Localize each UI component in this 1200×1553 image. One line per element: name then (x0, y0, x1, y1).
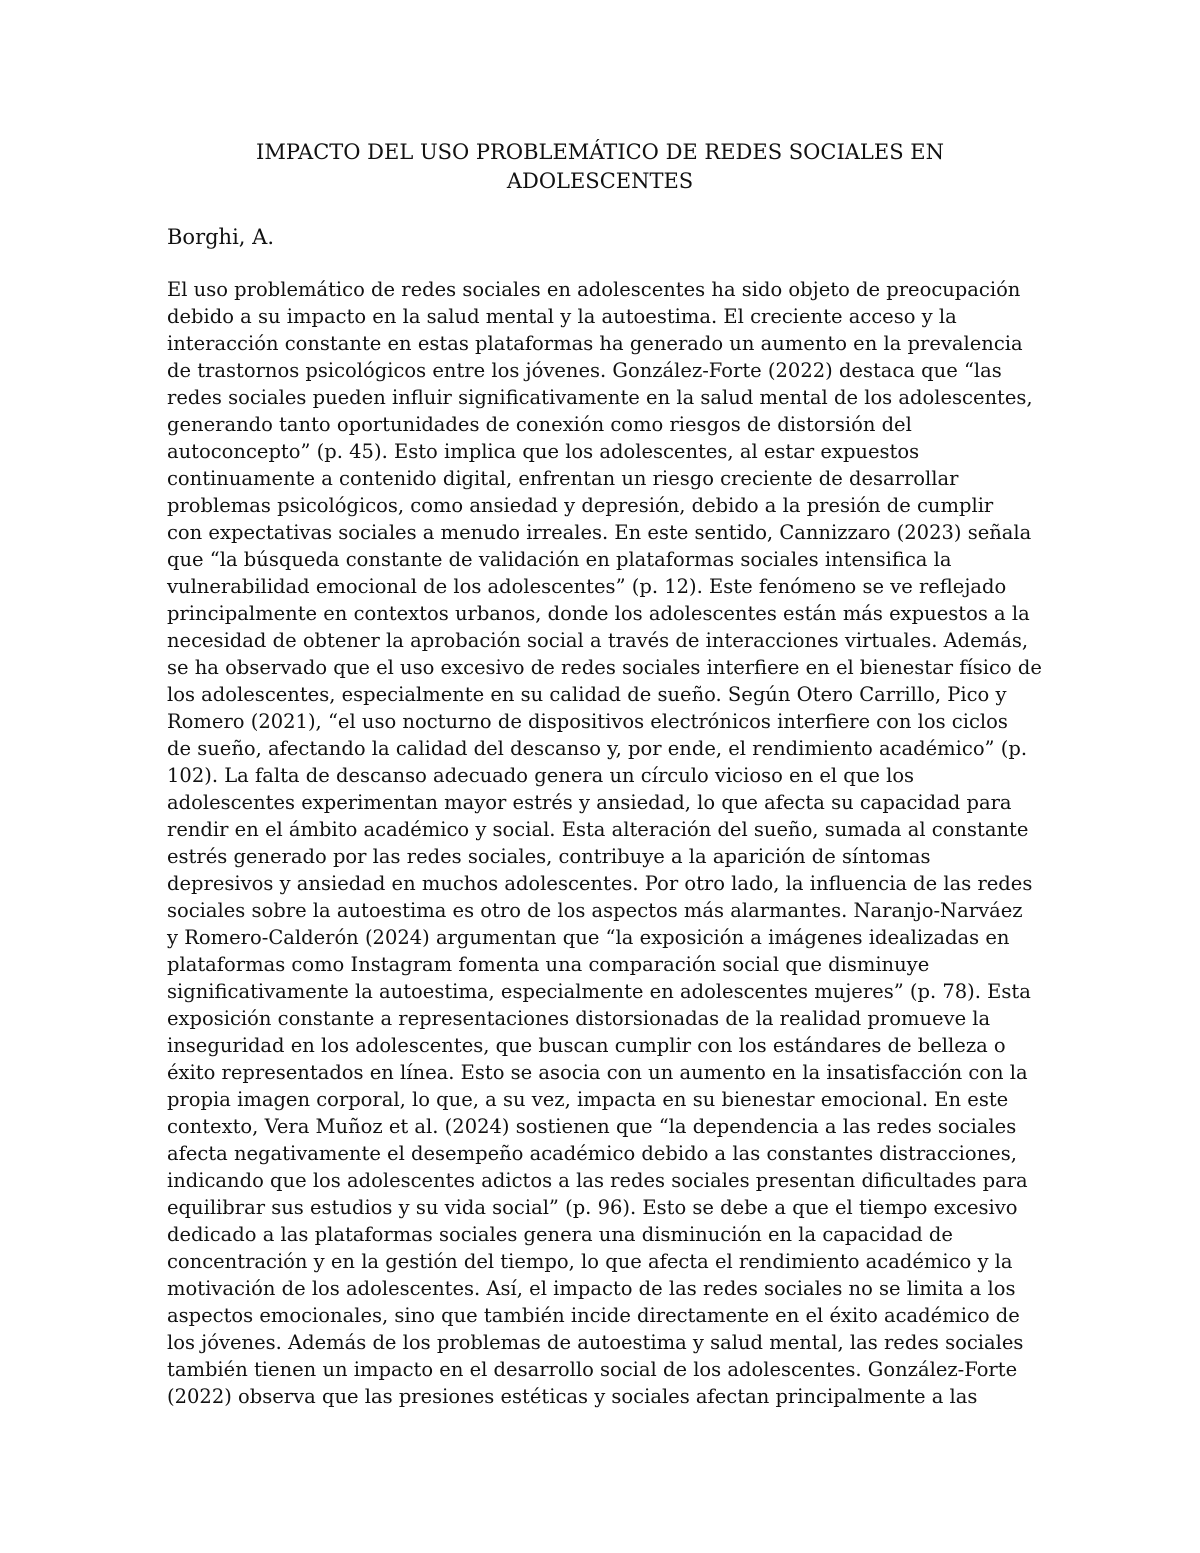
body-line: inseguridad en los adolescentes, que buscan cumplir con los estándares de belleza o (167, 1034, 1006, 1057)
body-line: debido a su impacto en la salud mental y la autoestima. El creciente acceso y la (167, 305, 957, 328)
body-line: principalmente en contextos urbanos, donde los adolescentes están más expuestos a la (167, 602, 1030, 625)
body-line: sociales sobre la autoestima es otro de los aspectos más alarmantes. Naranjo-Narváez (167, 899, 1023, 922)
document-title (140, 138, 1060, 196)
body-line: equilibrar sus estudios y su vida social” (p. 96). Esto se debe a que el tiempo excesivo (167, 1196, 1018, 1219)
body-line: de sueño, afectando la calidad del descanso y, por ende, el rendimiento académico” (p. (167, 737, 1028, 760)
body-line: significativamente la autoestima, especialmente en adolescentes mujeres” (p. 78). Esta (167, 980, 1031, 1003)
body-line: también tienen un impacto en el desarrollo social de los adolescentes. González-Forte (167, 1358, 1018, 1381)
document-author: Borghi, A. (167, 225, 274, 249)
body-line: los jóvenes. Además de los problemas de autoestima y salud mental, las redes sociales (167, 1331, 1024, 1354)
body-line: plataformas como Instagram fomenta una comparación social que disminuye (167, 953, 930, 976)
body-line: vulnerabilidad emocional de los adolescentes” (p. 12). Este fenómeno se ve reflejado (167, 575, 1007, 598)
body-line: rendir en el ámbito académico y social. Esta alteración del sueño, sumada al constante (167, 818, 1029, 841)
body-line: éxito representados en línea. Esto se asocia con un aumento en la insatisfacción con la (167, 1061, 1028, 1084)
body-line: los adolescentes, especialmente en su calidad de sueño. Según Otero Carrillo, Pico y (167, 683, 1007, 706)
body-line: afecta negativamente el desempeño académico debido a las constantes distracciones, (167, 1142, 1017, 1165)
body-line: redes sociales pueden influir significativamente en la salud mental de los adolescentes, (167, 386, 1033, 409)
body-line: dedicado a las plataformas sociales genera una disminución en la capacidad de (167, 1223, 953, 1246)
body-line: depresivos y ansiedad en muchos adolescentes. Por otro lado, la influencia de las redes (167, 872, 1033, 895)
body-line: estrés generado por las redes sociales, contribuye a la aparición de síntomas (167, 845, 931, 868)
body-line: con expectativas sociales a menudo irreales. En este sentido, Cannizzaro (2023) señala (167, 521, 1032, 544)
body-line: que “la búsqueda constante de validación en plataformas sociales intensifica la (167, 548, 952, 571)
document-title-line-1: IMPACTO DEL USO PROBLEMÁTICO DE REDES SOCIALES EN (256, 140, 944, 164)
body-line: (2022) observa que las presiones estéticas y sociales afectan principalmente a las (167, 1385, 978, 1408)
document-title-line-2: ADOLESCENTES (506, 169, 694, 193)
body-line: motivación de los adolescentes. Así, el impacto de las redes sociales no se limita a los (167, 1277, 1016, 1300)
body-line: necesidad de obtener la aprobación social a través de interacciones virtuales. Además, (167, 629, 1029, 652)
body-line: de trastornos psicológicos entre los jóvenes. González-Forte (2022) destaca que “las (167, 359, 1002, 382)
document-body (167, 276, 1047, 1410)
body-line: problemas psicológicos, como ansiedad y depresión, debido a la presión de cumplir (167, 494, 994, 517)
body-line: interacción constante en estas plataformas ha generado un aumento en la prevalencia (167, 332, 1023, 355)
body-line: indicando que los adolescentes adictos a las redes sociales presentan dificultades para (167, 1169, 1028, 1192)
body-line: El uso problemático de redes sociales en adolescentes ha sido objeto de preocupación (167, 278, 1021, 301)
body-line: 102). La falta de descanso adecuado genera un círculo vicioso en el que los (167, 764, 915, 787)
body-line: adolescentes experimentan mayor estrés y ansiedad, lo que afecta su capacidad para (167, 791, 1012, 814)
body-line: contexto, Vera Muñoz et al. (2024) sostienen que “la dependencia a las redes sociales (167, 1115, 1017, 1138)
body-line: Romero (2021), “el uso nocturno de dispositivos electrónicos interfiere con los ciclos (167, 710, 1008, 733)
body-line: propia imagen corporal, lo que, a su vez, impacta en su bienestar emocional. En este (167, 1088, 1009, 1111)
body-line: y Romero-Calderón (2024) argumentan que “la exposición a imágenes idealizadas en (167, 926, 1010, 949)
body-line: exposición constante a representaciones distorsionadas de la realidad promueve la (167, 1007, 991, 1030)
body-line: autoconcepto” (p. 45). Esto implica que los adolescentes, al estar expuestos (167, 440, 920, 463)
body-line: generando tanto oportunidades de conexión como riesgos de distorsión del (167, 413, 912, 436)
body-line: se ha observado que el uso excesivo de redes sociales interfiere en el bienestar físico de (167, 656, 1042, 679)
body-line: aspectos emocionales, sino que también incide directamente en el éxito académico de (167, 1304, 1020, 1327)
body-line: concentración y en la gestión del tiempo, lo que afecta el rendimiento académico y la (167, 1250, 1013, 1273)
body-line: continuamente a contenido digital, enfrentan un riesgo creciente de desarrollar (167, 467, 959, 490)
